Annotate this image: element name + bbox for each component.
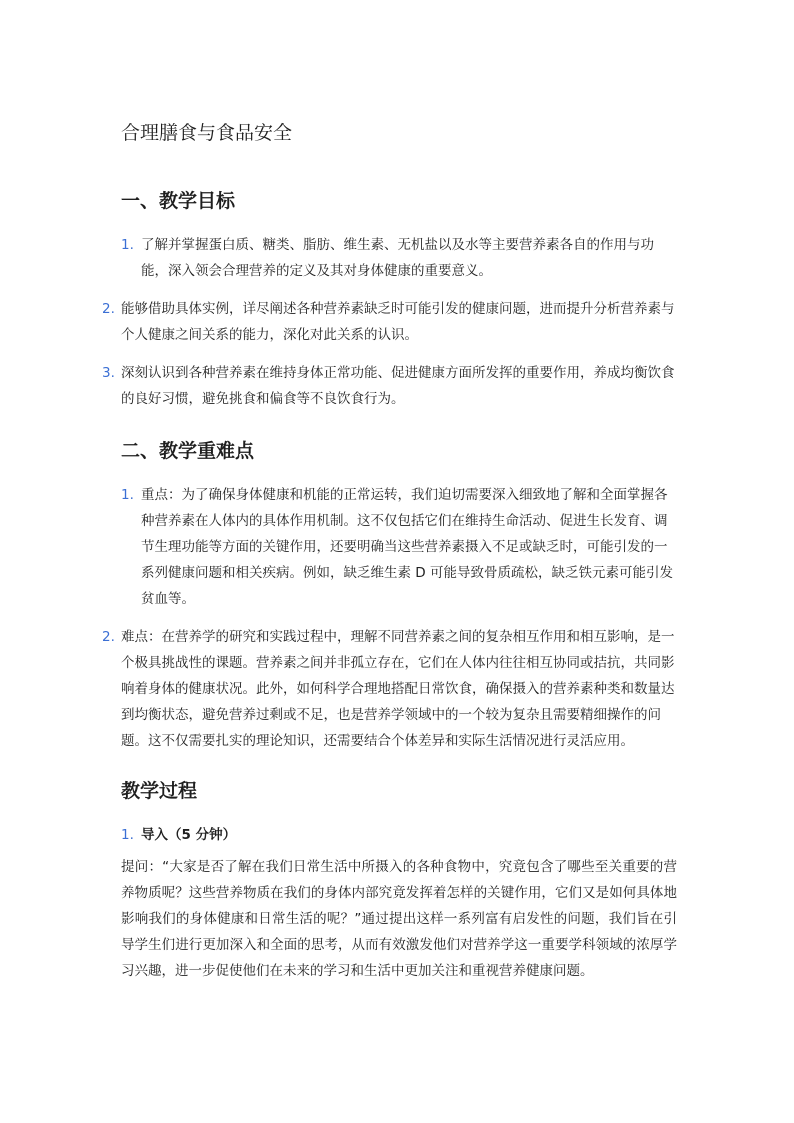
list-number: 2. [102,301,115,317]
difficulties-list [102,482,677,754]
goals-item-text: 深刻认识到各种营养素在维持身体正常功能、促进健康方面所发挥的重要作用，养成均衡饮食的良好习惯，避免挑食和偏食等不良饮食行为。 [121,365,675,407]
difficulties-item-text: 难点：在营养学的研究和实践过程中，理解不同营养素之间的复杂相互作用和相互影响，是一个极具挑战性的课题。营养素之间并非孤立存在，它们在人体内往往相互协同或拮抗，共同影响着身体的健康状况。此外，如何科学合理地搭配日常饮食，确保摄入的营养素种类和数量达到均衡状态，避免营养过剩或不足，也是营养学领域中的一个较为复杂且需要精细操作的问题。这不仅需要扎实的理论知识，还需要结合个体差异和实际生活情况进行灵活应用。 [121,629,675,749]
list-number: 1. [121,237,134,253]
process-heading: 教学过程 [121,780,198,802]
document-title: 合理膳食与食品安全 [121,122,293,144]
goals-section [102,186,677,412]
list-number: 1. [121,827,134,843]
process-step-title [121,822,677,848]
goals-heading: 一、教学目标 [121,190,236,212]
list-number: 3. [102,365,115,381]
goals-item-3 [102,360,677,412]
difficulties-section [102,436,677,754]
goals-item-text: 了解并掌握蛋白质、糖类、脂肪、维生素、无机盐以及水等主要营养素各自的作用与功能，深入领会合理营养的定义及其对身体健康的重要意义。 [141,237,654,279]
process-section [121,776,677,984]
goals-item-text: 能够借助具体实例，详尽阐述各种营养素缺乏时可能引发的健康问题，进而提升分析营养素与个人健康之间关系的能力，深化对此关系的认识。 [121,301,675,343]
goals-list [102,232,677,412]
list-number: 1. [121,487,134,503]
list-number: 2. [102,629,115,645]
goals-item-2 [102,296,677,348]
difficulties-item-2 [102,624,677,754]
process-step-paragraph: 提问：“大家是否了解在我们日常生活中所摄入的各种食物中，究竟包含了哪些至关重要的营养物质呢？这些营养物质在我们的身体内部究竟发挥着怎样的关键作用，它们又是如何具体地影响我们的身体健康和日常生活的呢？”通过提出这样一系列富有启发性的问题，我们旨在引导学生们进行更加深入和全面的思考，从而有效激发他们对营养学这一重要学科领域的浓厚学习兴趣，进一步促使他们在未来的学习和生活中更加关注和重视营养健康问题。 [121,859,677,979]
difficulties-heading: 二、教学重难点 [121,440,255,462]
document-page [102,118,677,984]
difficulties-item-1 [121,482,677,612]
difficulties-item-text: 重点：为了确保身体健康和机能的正常运转，我们迫切需要深入细致地了解和全面掌握各种营养素在人体内的具体作用机制。这不仅包括它们在维持生命活动、促进生长发育、调节生理功能等方面的关键作用，还要明确当这些营养素摄入不足或缺乏时，可能引发的一系列健康问题和相关疾病。例如，缺乏维生素 D 可能导致骨质疏松，缺乏铁元素可能引发贫血等。 [141,487,673,607]
process-step-title-text: 导入（5 分钟） [141,827,237,843]
goals-item-1 [121,232,677,284]
